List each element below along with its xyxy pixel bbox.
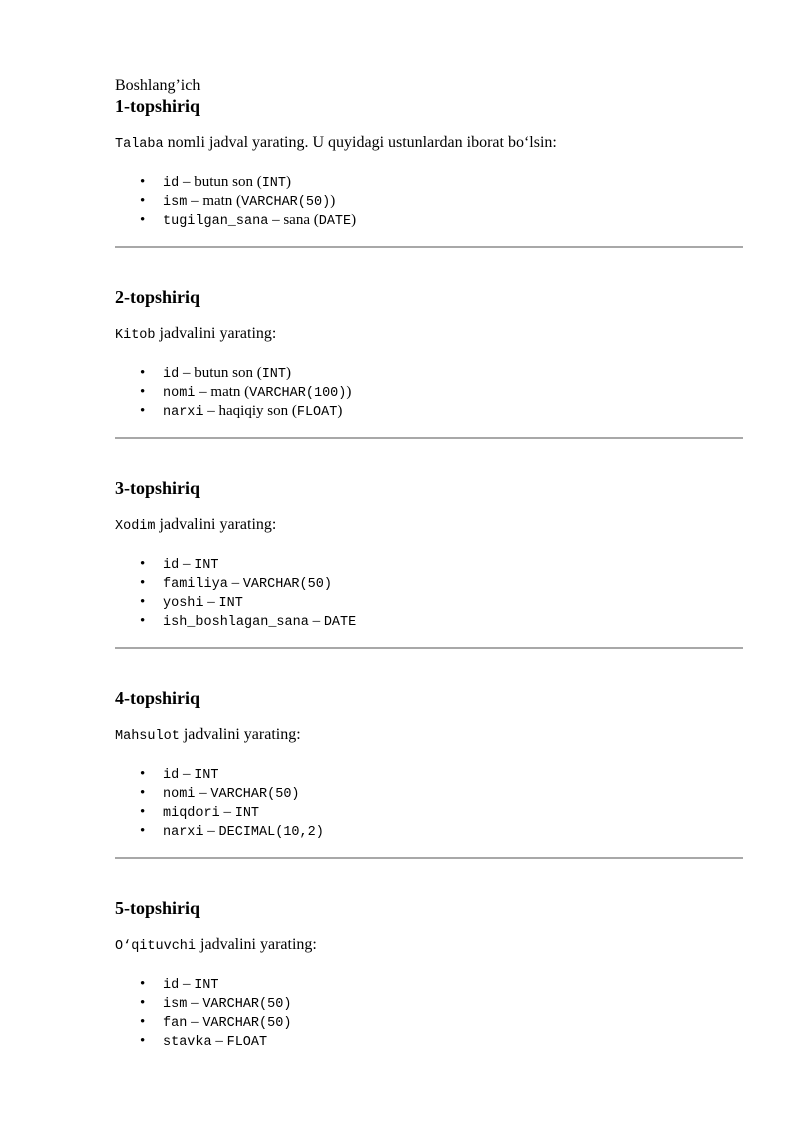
field-name: stavka: [163, 1035, 212, 1050]
task-description-text: nomli jadval yarating. U quyidagi ustunlardan iborat bo‘lsin:: [163, 134, 557, 151]
section-divider: [115, 437, 743, 439]
field-type: VARCHAR(50): [242, 577, 332, 592]
bullet-icon: •: [140, 804, 146, 820]
field-description: matn (: [202, 193, 242, 209]
field-name: familiya: [163, 577, 228, 592]
field-name: nomi: [163, 787, 196, 802]
bullet-icon: •: [140, 823, 146, 839]
field-type: VARCHAR(50): [202, 997, 292, 1012]
field-description: sana (: [283, 212, 319, 228]
task-description-text: jadvalini yarating:: [155, 516, 277, 533]
field-type: VARCHAR(50): [241, 195, 331, 210]
bullet-icon: •: [140, 1033, 146, 1049]
bullet-icon: •: [140, 384, 146, 400]
task-title: 5-topshiriq: [115, 898, 201, 918]
field-type: INT: [218, 596, 243, 611]
task-description: [115, 515, 743, 537]
field-type: INT: [194, 978, 219, 993]
field-separator: –: [308, 613, 324, 629]
field-type: DATE: [323, 615, 357, 630]
field-type: INT: [194, 768, 219, 783]
bullet-icon: •: [140, 1014, 146, 1030]
bullet-icon: •: [140, 365, 146, 381]
field-type: VARCHAR(50): [210, 787, 300, 802]
intro-text: Boshlang’ich: [115, 77, 201, 94]
list-item: [140, 612, 743, 631]
field-separator: –: [187, 193, 203, 209]
field-separator: –: [227, 575, 243, 591]
field-description: butun son (: [194, 174, 262, 190]
section-divider: [115, 857, 743, 859]
field-name: nomi: [163, 386, 196, 401]
field-separator: –: [179, 365, 195, 381]
task-title: 3-topshiriq: [115, 478, 201, 498]
field-separator: –: [195, 384, 211, 400]
bullet-icon: •: [140, 556, 146, 572]
field-list: [115, 555, 743, 631]
task-section: [115, 687, 743, 859]
field-separator: –: [179, 976, 195, 992]
field-name: id: [163, 978, 180, 993]
section-divider: [115, 647, 743, 649]
task-description-text: jadvalini yarating:: [155, 325, 277, 342]
bullet-icon: •: [140, 766, 146, 782]
field-type: FLOAT: [296, 405, 338, 420]
list-item: [140, 822, 743, 841]
bullet-icon: •: [140, 976, 146, 992]
bullet-icon: •: [140, 785, 146, 801]
list-item: [140, 593, 743, 612]
field-name: ism: [163, 195, 188, 210]
field-separator: –: [203, 594, 219, 610]
field-list: [115, 765, 743, 841]
field-separator: –: [179, 766, 195, 782]
bullet-icon: •: [140, 995, 146, 1011]
field-close-paren: ): [286, 174, 292, 190]
document-page: [115, 76, 743, 1051]
task-title: 2-topshiriq: [115, 287, 201, 307]
bullet-icon: •: [140, 613, 146, 629]
bullet-icon: •: [140, 174, 146, 190]
list-item: [140, 383, 743, 402]
field-name: id: [163, 558, 180, 573]
field-type: INT: [261, 367, 287, 382]
list-item: [140, 173, 743, 192]
task-section: [115, 897, 743, 1051]
field-type: VARCHAR(50): [202, 1016, 292, 1031]
field-name: id: [163, 176, 180, 191]
field-name: id: [163, 768, 180, 783]
list-item: [140, 555, 743, 574]
field-description: butun son (: [194, 365, 262, 381]
field-separator: –: [179, 174, 195, 190]
list-item: [140, 574, 743, 593]
field-close-paren: ): [330, 193, 336, 209]
table-name: Mahsulot: [115, 729, 180, 744]
field-list: [115, 173, 743, 230]
field-close-paren: ): [337, 403, 343, 419]
field-separator: –: [268, 212, 284, 228]
field-name: ish_boshlagan_sana: [163, 615, 309, 630]
list-item: [140, 402, 743, 421]
field-separator: –: [203, 403, 219, 419]
field-name: tugilgan_sana: [163, 214, 269, 229]
table-name: Xodim: [115, 519, 156, 534]
field-type: VARCHAR(100): [249, 386, 347, 401]
field-description: haqiqiy son (: [218, 403, 297, 419]
field-name: yoshi: [163, 596, 204, 611]
bullet-icon: •: [140, 575, 146, 591]
field-name: miqdori: [163, 806, 220, 821]
list-item: [140, 784, 743, 803]
task-section: [115, 477, 743, 649]
field-separator: –: [203, 823, 219, 839]
list-item: [140, 1013, 743, 1032]
field-close-paren: ): [346, 384, 352, 400]
section-divider: [115, 246, 743, 248]
task-description: [115, 133, 743, 155]
task-description: [115, 935, 743, 957]
bullet-icon: •: [140, 212, 146, 228]
field-separator: –: [179, 556, 195, 572]
list-item: [140, 364, 743, 383]
list-item: [140, 192, 743, 211]
task-description-text: jadvalini yarating:: [179, 726, 301, 743]
field-separator: –: [195, 785, 211, 801]
field-separator: –: [187, 995, 203, 1011]
field-list: [115, 364, 743, 421]
list-item: [140, 803, 743, 822]
task-description: [115, 725, 743, 747]
list-item: [140, 1032, 743, 1051]
task-description: [115, 324, 743, 346]
field-separator: –: [211, 1033, 227, 1049]
tasks-container: [115, 95, 743, 1051]
field-type: DECIMAL(10,2): [218, 825, 324, 840]
field-separator: –: [187, 1014, 203, 1030]
list-item: [140, 211, 743, 230]
list-item: [140, 975, 743, 994]
bullet-icon: •: [140, 193, 146, 209]
task-section: [115, 95, 743, 248]
field-description: matn (: [210, 384, 250, 400]
list-item: [140, 765, 743, 784]
bullet-icon: •: [140, 403, 146, 419]
field-name: ism: [163, 997, 188, 1012]
field-close-paren: ): [286, 365, 292, 381]
field-type: FLOAT: [226, 1035, 268, 1050]
field-type: INT: [261, 176, 287, 191]
table-name: O‘qituvchi: [115, 939, 197, 954]
task-description-text: jadvalini yarating:: [196, 936, 317, 953]
field-name: narxi: [163, 825, 204, 840]
field-separator: –: [219, 804, 235, 820]
list-item: [140, 994, 743, 1013]
field-type: DATE: [318, 214, 352, 229]
field-type: INT: [194, 558, 219, 573]
field-close-paren: ): [351, 212, 357, 228]
task-section: [115, 286, 743, 439]
bullet-icon: •: [140, 594, 146, 610]
field-name: narxi: [163, 405, 204, 420]
field-name: id: [163, 367, 180, 382]
field-list: [115, 975, 743, 1051]
task-title: 4-topshiriq: [115, 688, 201, 708]
table-name: Kitob: [115, 328, 156, 343]
field-name: fan: [163, 1016, 188, 1031]
table-name: Talaba: [115, 137, 164, 152]
field-type: INT: [234, 806, 260, 821]
task-title: 1-topshiriq: [115, 96, 201, 116]
